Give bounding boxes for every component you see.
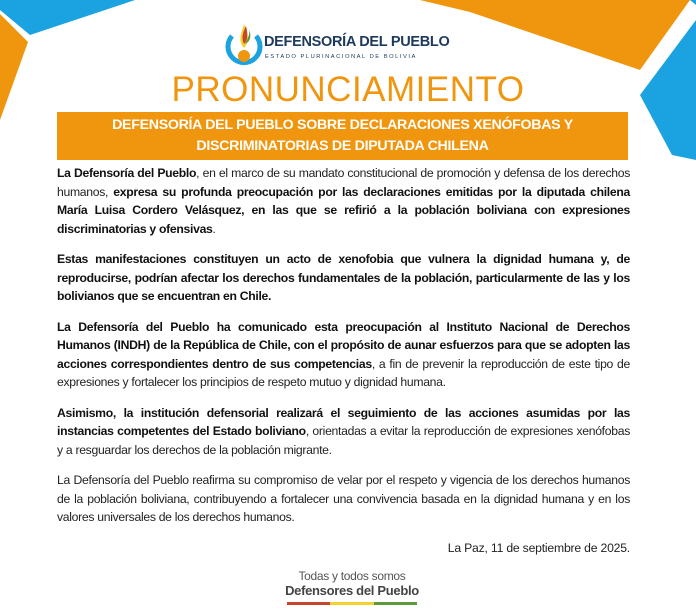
tagline-line-2: Defensores del Pueblo — [285, 582, 419, 598]
paragraph-4 — [57, 404, 630, 460]
bolivia-flag-stripe — [287, 602, 417, 605]
logo-name: DEFENSORÍA DEL PUEBLO — [264, 34, 450, 50]
logo-subtitle: ESTADO PLURINACIONAL DE BOLIVIA — [265, 54, 417, 60]
tagline-line-1: Todas y todos somos — [298, 568, 406, 583]
headline-line-1: DEFENSORÍA DEL PUEBLO SOBRE DECLARACIONES XENÓFOBAS Y — [112, 117, 573, 133]
paragraph-3 — [57, 318, 630, 392]
date-line: La Paz, 11 de septiembre de 2025. — [447, 540, 630, 555]
text: La Defensoría del Pueblo reafirma su compromiso de velar por el respeto y vigencia de los derechos humanos de la población boliviana, contribuyendo a fortalecer una convivencia basada en la dignidad humana y en los valores universales de los derechos humanos. — [57, 473, 630, 524]
tagline-logo — [285, 569, 419, 605]
flag-yellow — [330, 602, 373, 605]
statement-body — [57, 164, 630, 527]
text: , en el marco de su mandato constitucional de promoción y defensa de los derechos humanos, — [57, 166, 630, 199]
paragraph-5 — [57, 471, 630, 527]
text-bold: expresa su profunda preocupación por las declaraciones emitidas por la diputada chilena María Luisa Cordero Velásquez, en las que se refirió a la población boliviana con expresiones discriminatorias y ofensivas — [57, 184, 630, 236]
text-bold: La Defensoría del Pueblo ha comunicado esta preocupación al Instituto Nacional de Derechos Humanos (INDH) de la República de Chile, con el propósito de aunar esfuerzos para que se adopten las acciones correspondientes dentro de sus competencias — [57, 319, 630, 371]
page-title: PRONUNCIAMIENTO — [171, 70, 525, 109]
flag-red — [287, 602, 330, 605]
text: , a fin de prevenir la reproducción de este tipo de expresiones y fortalecer los principios de respeto mutuo y dignidad humana. — [57, 356, 630, 389]
text-bold: Estas manifestaciones constituyen un acto de xenofobia que vulnera la dignidad humana y, de reproducirse, podrían afectar los derechos fundamentales de la población, particularmente de las y los bolivianos que se encuentran en Chile. — [57, 252, 630, 303]
text-bold: Asimismo, la institución defensorial realizará el seguimiento de las acciones asumidas por las instancias competentes del Estado boliviano — [57, 405, 630, 438]
text: , orientadas a evitar la reproducción de expresiones xenófobas y a resguardar los derechos de la población migrante. — [57, 424, 630, 457]
paragraph-1 — [57, 164, 630, 238]
text-bold: La Defensoría del Pueblo — [57, 166, 197, 180]
decor-blue-corner — [690, 0, 696, 5]
headline-line-2: DISCRIMINATORIAS DE DIPUTADA CHILENA — [196, 138, 489, 154]
text: . — [212, 221, 216, 236]
paragraph-2 — [57, 250, 630, 306]
flag-green — [374, 602, 417, 605]
